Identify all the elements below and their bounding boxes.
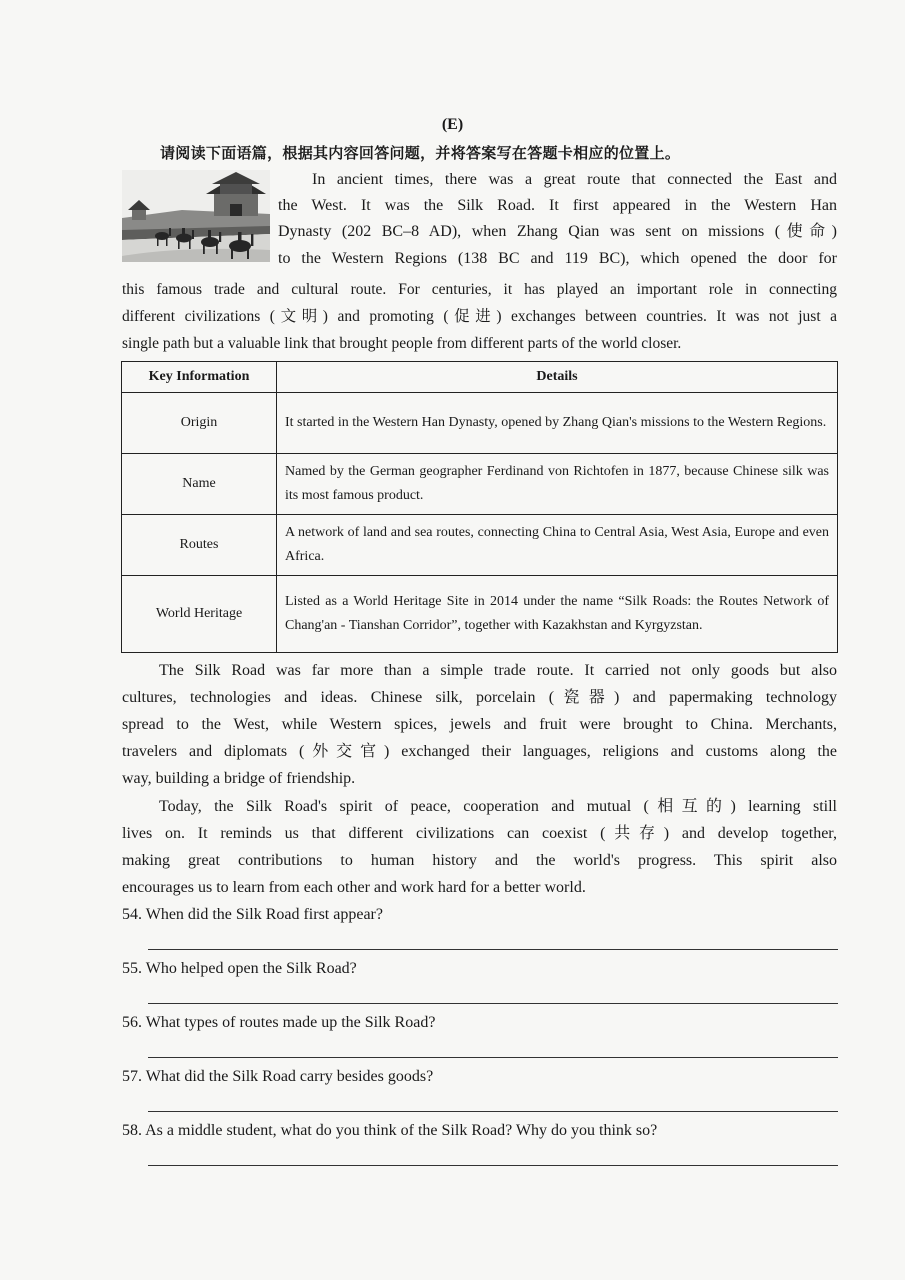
para2-line: The Silk Road was far more than a simple trade route. It carried not only goods but also [159,662,837,679]
answer-line-55[interactable] [148,1003,838,1004]
table-row [122,454,838,515]
silk-road-caravan-illustration [122,170,270,262]
table-header: Key Information [122,362,277,393]
para2-line: cultures, technologies and ideas. Chinese silk, porcelain (瓷器) and papermaking technology [122,689,837,706]
table-key-cell: Routes [122,515,277,576]
question-54: 54. When did the Silk Road first appear? [122,906,383,923]
answer-line-56[interactable] [148,1057,838,1058]
table-header: Details [277,362,838,393]
table-details-cell: Listed as a World Heritage Site in 2014 under the name “Silk Roads: the Routes Network of Chang'an - Tianshan Corridor”, together with Kazakhstan and Kyrgyzstan. [277,576,838,653]
table-row [122,576,838,653]
question-57: 57. What did the Silk Road carry besides goods? [122,1068,434,1085]
answer-line-58[interactable] [148,1165,838,1166]
para3-line: making great contributions to human history and the world's progress. This spirit also [122,852,837,869]
para1-line: different civilizations (文明) and promoting (促进) exchanges between countries. It was not just a [122,308,837,325]
table-details-cell: A network of land and sea routes, connecting China to Central Asia, West Asia, Europe and even Africa. [277,515,838,576]
instruction-text: 请阅读下面语篇，根据其内容回答问题，并将答案写在答题卡相应的位置上。 [160,144,681,162]
para3-line: Today, the Silk Road's spirit of peace, cooperation and mutual (相互的) learning still [159,798,837,815]
question-56: 56. What types of routes made up the Silk Road? [122,1014,436,1031]
para1-line: Dynasty (202 BC–8 AD), when Zhang Qian was sent on missions (使命) [278,223,837,240]
table-key-cell: World Heritage [122,576,277,653]
para1-line: the West. It was the Silk Road. It first appeared in the Western Han [278,197,837,214]
key-information-table [121,361,838,653]
table-row [122,515,838,576]
question-58: 58. As a middle student, what do you think of the Silk Road? Why do you think so? [122,1122,658,1139]
para1-line: single path but a valuable link that brought people from different parts of the world closer. [122,335,682,352]
table-row [122,393,838,454]
answer-line-57[interactable] [148,1111,838,1112]
table-details-cell: It started in the Western Han Dynasty, opened by Zhang Qian's missions to the Western Regions. [277,393,838,454]
para2-line: way, building a bridge of friendship. [122,770,356,787]
answer-line-54[interactable] [148,949,838,950]
para1-line: In ancient times, there was a great route that connected the East and [312,171,837,188]
table-header-row [122,362,838,393]
table-key-cell: Name [122,454,277,515]
para3-line: lives on. It reminds us that different civilizations can coexist (共存) and develop together, [122,825,837,842]
para2-line: spread to the West, while Western spices, jewels and fruit were brought to China. Merchants, [122,716,837,733]
section-label: (E) [441,116,464,133]
para3-line: encourages us to learn from each other and work hard for a better world. [122,879,586,896]
para1-line: this famous trade and cultural route. For centuries, it has played an important role in connecting [122,281,837,298]
para1-line: to the Western Regions (138 BC and 119 BC), which opened the door for [278,250,837,267]
table-details-cell: Named by the German geographer Ferdinand von Richtofen in 1877, because Chinese silk was its most famous product. [277,454,838,515]
question-55: 55. Who helped open the Silk Road? [122,960,357,977]
table-key-cell: Origin [122,393,277,454]
para2-line: travelers and diplomats (外交官) exchanged their languages, religions and customs along the [122,743,837,760]
